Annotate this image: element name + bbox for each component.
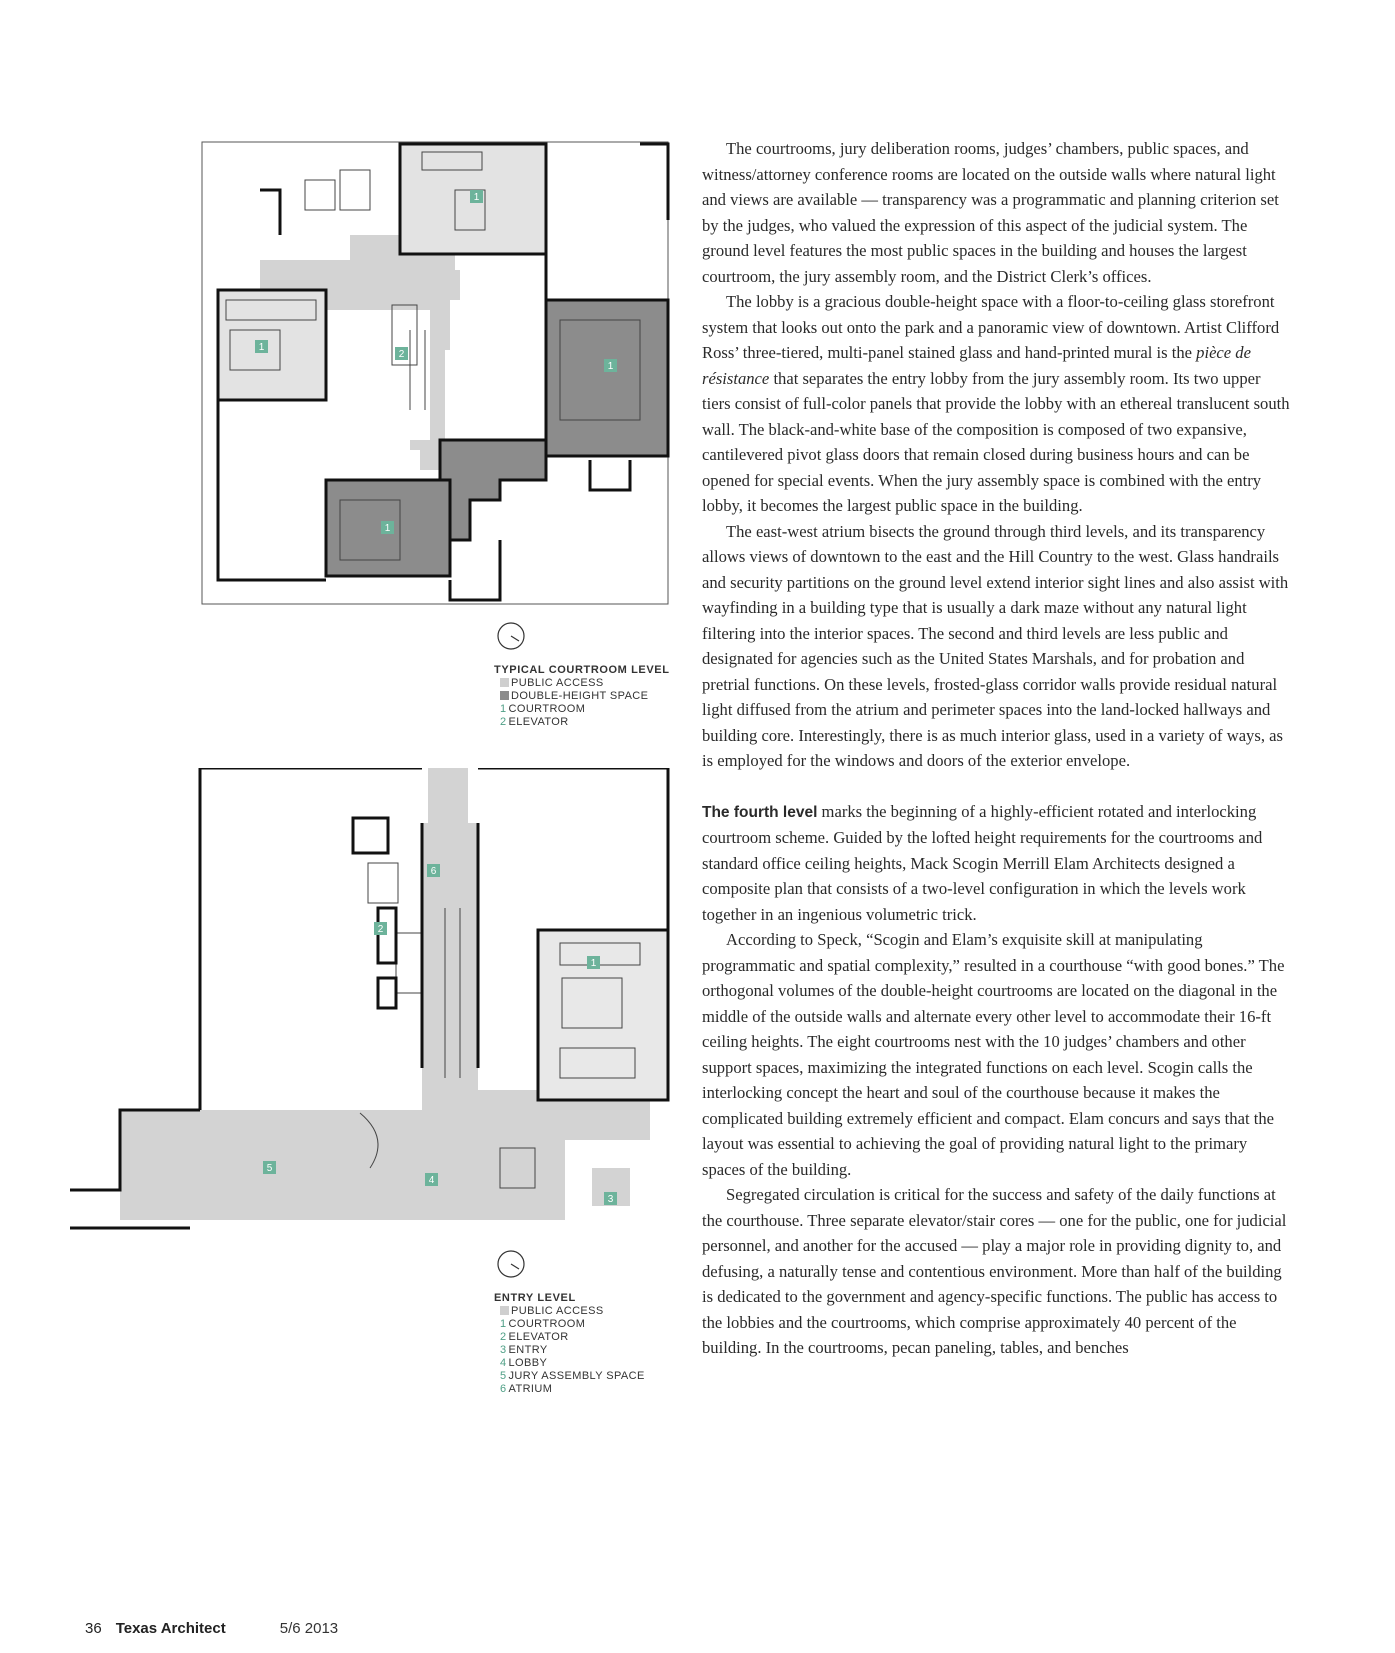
north-arrow-icon [495, 620, 527, 652]
typical-marker-label: 1 [473, 192, 480, 203]
legend-item: 2 ELEVATOR [500, 716, 569, 728]
legend-item: 4 LOBBY [500, 1357, 548, 1369]
typical-marker-label: 1 [607, 361, 614, 372]
entry-level-plan [70, 768, 670, 1238]
entry-marker-label: 2 [377, 924, 384, 935]
entry-marker-label: 4 [428, 1175, 435, 1186]
entry-plan-title: ENTRY LEVEL [494, 1292, 576, 1304]
entry-marker-label: 6 [430, 866, 437, 877]
paragraph: The courtrooms, jury deliberation rooms, judges’ chambers, public spaces, and witness/attorney conference rooms are located on the outside walls where natural light and views are available — transparency was a programmatic and planning criterion set by the judges, who valued the expression of this aspect of the judicial system. The ground level features the most public spaces in the building and houses the largest courtroom, the jury assembly room, and the District Clerk’s offices. [702, 139, 1279, 286]
legend-item: 1 COURTROOM [500, 703, 586, 715]
legend-item: 3 ENTRY [500, 1344, 548, 1356]
paragraph: The lobby is a gracious double-height space with a floor-to-ceiling glass storefront system that looks out onto the park and a panoramic view of downtown. Artist Clifford Ross’ three-tiered, multi-panel stained glass and hand-printed mural is the pièce de résistance that separates the entry lobby from the jury assembly room. Its two upper tiers consist of full-color panels that provide the lobby with an ethereal translucent south wall. The black-and-white base of the composition is composed of two expansive, cantilevered pivot glass doors that remain closed during business hours and can be opened for special events. When the jury assembly space is combined with the entry lobby, it becomes the largest public space in the building. [702, 292, 1290, 515]
legend-item: 6 ATRIUM [500, 1383, 553, 1395]
page-footer [85, 1620, 352, 1637]
double-height-swatch [500, 691, 509, 700]
entry-marker-label: 1 [590, 958, 597, 969]
article-body [702, 136, 1292, 1361]
section-lead: The fourth level [702, 803, 818, 821]
legend-item: 1 COURTROOM [500, 1318, 586, 1330]
issue-date: 5/6 2013 [279, 1620, 339, 1637]
entry-marker-label: 5 [266, 1163, 273, 1174]
legend-item: PUBLIC ACCESS [494, 1305, 645, 1318]
legend-item: PUBLIC ACCESS [494, 677, 670, 690]
legend-item: 2 ELEVATOR [500, 1331, 569, 1343]
entry-plan-drawing [70, 768, 670, 1238]
page-number: 36 [85, 1620, 102, 1637]
paragraph: The fourth level marks the beginning of a highly-efficient rotated and interlocking courtroom scheme. Guided by the lofted height requirements for the courtrooms and standard office ceiling heights, Mack Scogin Merrill Elam Architects designed a composite plan that consists of a two-level configuration in which the levels work together in an ingenious volumetric trick. [702, 801, 1263, 924]
paragraph: Segregated circulation is critical for the success and safety of the daily functions at the courthouse. Three separate elevator/stair cores — one for the public, one for judicial personnel, and another for the accused — play a major role in providing dignity to, and defusing, a naturally tense and contentious environment. More than half of the building is dedicated to the government and agency-specific functions. The public has access to the lobbies and the courtrooms, which comprise approximately 40 percent of the building. In the courtrooms, pecan paneling, tables, and benches [702, 1185, 1287, 1357]
italic-phrase: pièce de résistance [702, 343, 1251, 388]
typical-courtroom-level-plan [200, 140, 675, 610]
legend-item: DOUBLE-HEIGHT SPACE [494, 690, 670, 703]
entry-plan-legend [494, 1292, 645, 1396]
entry-courtroom [538, 930, 668, 1100]
typical-marker-label: 1 [384, 523, 391, 534]
public-access-swatch [500, 678, 509, 687]
typical-plan-title: TYPICAL COURTROOM LEVEL [494, 664, 670, 676]
typical-plan-legend [494, 664, 670, 729]
entry-marker-label: 3 [607, 1194, 614, 1205]
typical-plan-drawing [200, 140, 675, 610]
typical-marker-label: 1 [258, 342, 265, 353]
north-arrow-icon [495, 1248, 527, 1280]
paragraph: The east-west atrium bisects the ground through third levels, and its transparency allows views of downtown to the east and the Hill Country to the west. Glass handrails and security partitions on the ground level extend interior sight lines and also assist with wayfinding in a building type that is usually a dark maze without any natural light filtering into the interior spaces. The second and third levels are less public and designated for agencies such as the United States Marshals, and for probation and pretrial functions. On these levels, frosted-glass corridor walls provide residual natural light diffused from the atrium and perimeter spaces into the land-locked hallways and building core. Interestingly, there is as much interior glass, used in a variety of ways, as is employed for the windows and doors of the exterior envelope. [702, 521, 1289, 770]
typical-marker-label: 2 [398, 349, 405, 360]
legend-item: 5 JURY ASSEMBLY SPACE [500, 1370, 645, 1382]
paragraph: According to Speck, “Scogin and Elam’s exquisite skill at manipulating programmatic and spatial complexity,” resulted in a courthouse “with good bones.” The orthogonal volumes of the double-height courtrooms are located on the diagonal in the middle of the outside walls and alternate every other level to accommodate their 16-ft ceiling heights. The eight courtrooms nest with the 10 judges’ chambers and other support spaces, maximizing the integrated functions on each level. Scogin calls the interlocking concept the heart and soul of the courthouse because it makes the complicated building extremely efficient and compact. Elam concurs and says that the layout was essential to achieving the goal of providing natural light to the primary spaces of the building. [702, 930, 1285, 1179]
publication-name: Texas Architect [115, 1620, 226, 1637]
public-access-swatch [500, 1306, 509, 1315]
